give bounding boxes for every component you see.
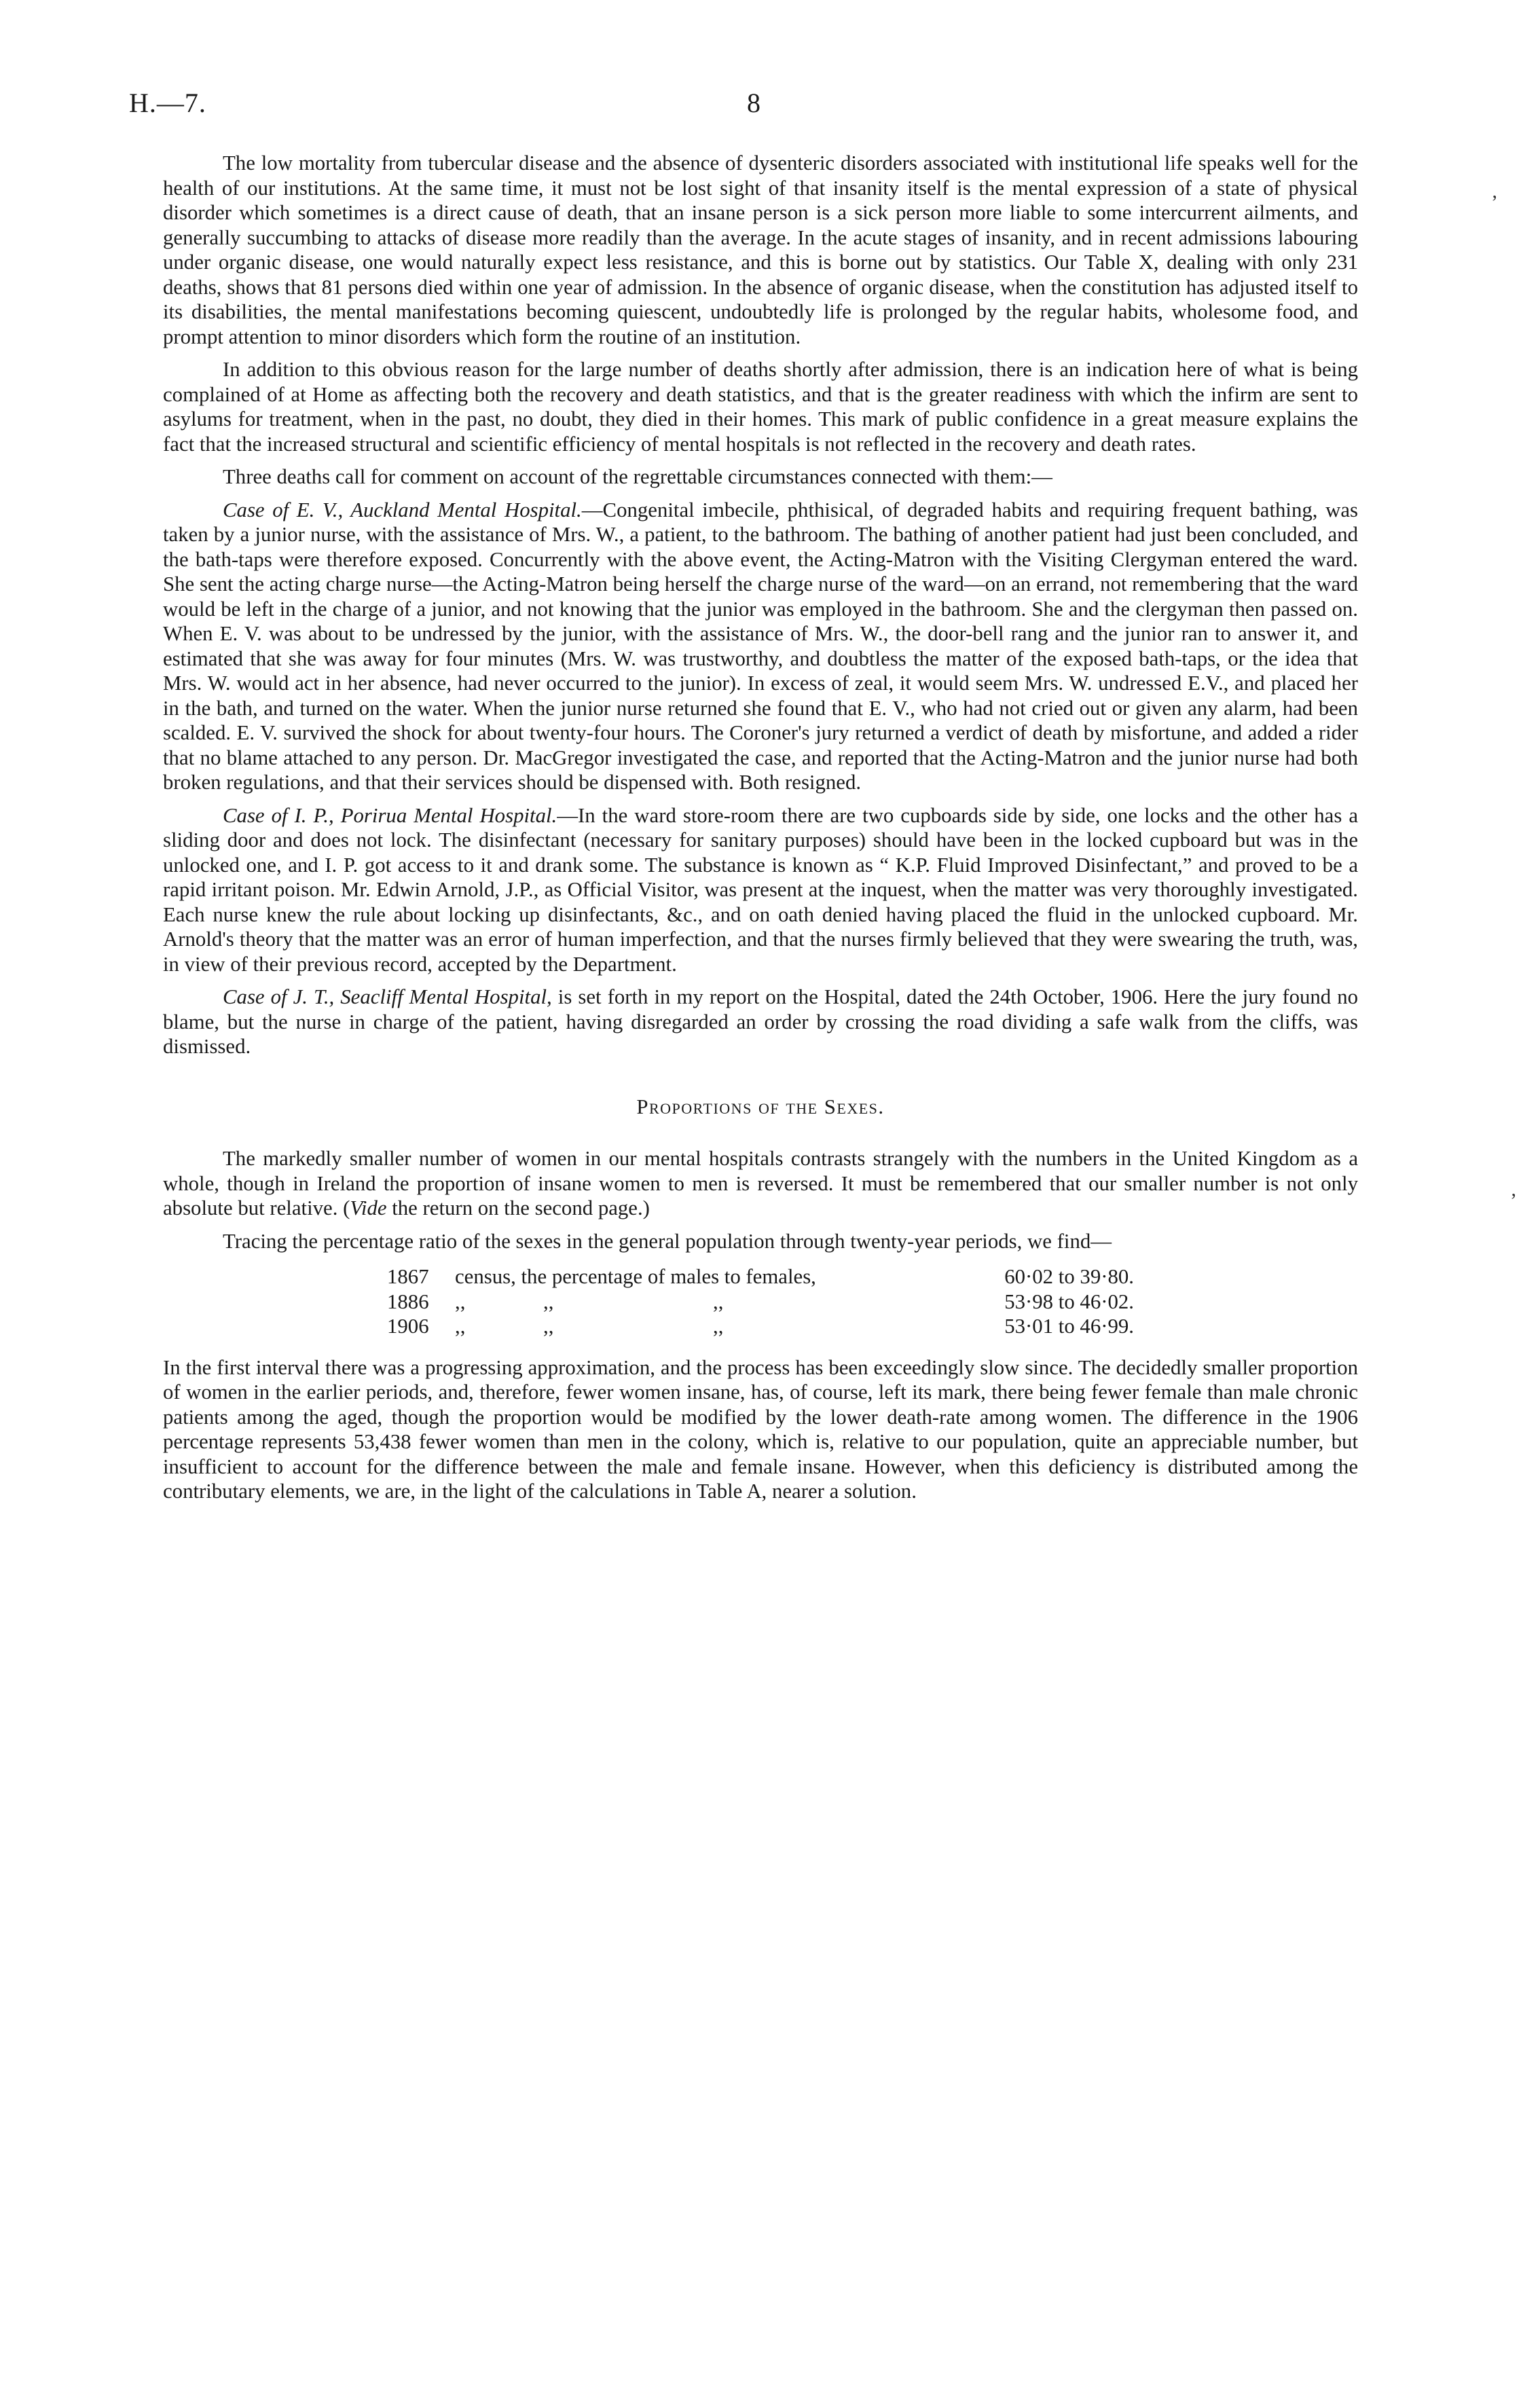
case-paragraph [163,803,1358,977]
year-cell: 1886 [387,1289,429,1313]
ratio-cell: 60·02 to 39·80. [1004,1265,1134,1288]
page-header [129,87,1377,128]
paragraph: In addition to this obvious reason for the large number of deaths shortly after admission, there is an indication here of what is being complained of at Home as affecting both the recovery and death statistics, and that is the greater readiness with which the infirm are sent to asylums for treatment, when in the past, no doubt, they died in their homes. This mark of public confidence in a great measure explains the fact that the increased structural and scientific efficiency of mental hospitals is not reflected in the recovery and death rates. [163,358,1358,456]
case-lead: Case of I. P., Porirua Mental Hospital. [223,803,557,827]
ditto-mark: ,, [713,1315,724,1338]
ditto-mark: ,, [543,1315,554,1338]
table-row [387,1289,1134,1315]
ratio-cell: 53·01 to 46·99. [1004,1315,1134,1338]
table-row [387,1314,1134,1339]
case-paragraph [163,985,1358,1059]
margin-mark: ʼ [1510,1190,1517,1212]
ditto-mark: ,, [543,1289,554,1313]
report-code: H.—7. [129,88,206,118]
case-lead: Case of J. T., Seacliff Mental Hospital, [223,985,552,1008]
ditto-mark: ,, [455,1315,466,1338]
year-cell: 1867 [387,1265,429,1288]
ditto-mark: ,, [455,1289,466,1313]
section-heading: Proportions of the Sexes. [636,1095,885,1118]
ratio-cell: 53·98 to 46·02. [1004,1289,1134,1313]
page-number: 8 [747,88,760,118]
paragraph: In the first interval there was a progressing approximation, and the process has been exceedingly slow since. The decidedly smaller proportion of women in the earlier periods, and, therefore, fewer women insane, has, of course, left its mark, there being fewer female than male chronic patients among the aged, though the proportion would be modified by the lower death-rate among women. The difference in the 1906 percentage represents 53,438 fewer women than men in the colony, which is, relative to our population, quite an appreciable number, but insufficient to account for the difference between the male and female insane. However, when this deficiency is distributed among the contributary elements, we are, in the light of the calculations in Table A, nearer a solution. [163,1355,1358,1503]
label-cell: census, the percentage of males to females, [455,1265,816,1288]
paragraph: Three deaths call for comment on account of the regrettable circumstances connected with them:— [223,465,1052,488]
case-text: is set forth in my report on the Hospital, dated the 24th October, 1906. Here the jury found no blame, but the nurse in charge of the patient, having disregarded an order by crossing the road dividing a safe walk from the cliffs, was dismissed. [163,985,1358,1058]
paragraph: Tracing the percentage ratio of the sexes in the general population through twenty-year periods, we find— [223,1229,1112,1253]
paragraph: The low mortality from tubercular disease and the absence of dysenteric disorders associated with institutional life speaks well for the health of our institutions. At the same time, it must not be lost sight of that insanity itself is the mental expression of a state of physical disorder which sometimes is a direct cause of death, that an insane person is a sick person more liable to some intercurrent ailments, and generally succumbing to attacks of disease more readily than the average. In the acute stages of insanity, and in recent admissions labouring under organic disease, one would naturally expect less resistance, and this is borne out by statistics. Our Table X, dealing with only 231 deaths, shows that 81 persons died within one year of admission. In the absence of organic disease, when the constitution has adjusted itself to its disabilities, the mental manifestations becoming quiescent, undoubtedly life is prolonged by the regular habits, wholesome food, and prompt attention to minor disorders which form the routine of an institution. [163,151,1358,348]
case-text: —In the ward store-room there are two cupboards side by side, one locks and the other has a sliding door and does not lock. The disinfectant (necessary for sanitary purposes) should have been in the locked cupboard but was in the unlocked one, and I. P. got access to it and drank some. The substance is known as “ K.P. Fluid Improved Disinfectant,” and proved to be a rapid irritant poison. Mr. Edwin Arnold, J.P., as Official Visitor, was present at the inquest, when the matter was very thoroughly investigated. Each nurse knew the rule about locking up disinfectants, &c., and on oath denied having placed the fluid in the unlocked cupboard. Mr. Arnold's theory that the matter was an error of human imperfection, and that the nurses firmly believed that they were swearing the truth, was, in view of their previous record, accepted by the Department. [163,803,1358,976]
sex-ratio-table [387,1264,1134,1339]
case-paragraph [163,498,1358,795]
body-text [163,151,1358,1512]
paragraph: The markedly smaller number of women in our mental hospitals contrasts strangely with the numbers in the United Kingdom as a whole, though in Ireland the proportion of insane women to men is reversed. It must be remembered that our smaller number is not only absolute but relative. (Vide the return on the second page.) [163,1147,1358,1220]
table-row [387,1264,1134,1289]
case-lead: Case of E. V., Auckland Mental Hospital. [223,498,582,521]
margin-mark: ʼ [1491,191,1498,214]
case-text: —Congenital imbecile, phthisical, of degraded habits and requiring frequent bathing, was taken by a junior nurse, with the assistance of Mrs. W., a patient, to the bathroom. The bathing of another patient had just been concluded, and the bath-taps were therefore exposed. Concurrently with the above event, the Acting-Matron with the Visiting Clergyman entered the ward. She sent the acting charge nurse—the Acting-Matron being herself the charge nurse of the ward—on an errand, not remembering that the ward would be left in the charge of a junior, and not knowing that the junior was employed in the bathroom. She and the clergyman then passed on. When E. V. was about to be undressed by the junior, with the assistance of Mrs. W., the door-bell rang and the junior ran to answer it, and estimated that she was away for four minutes (Mrs. W. was trustworthy, and doubtless the matter of the exposed bath-taps, or the idea that Mrs. W. would act in her absence, had never occurred to the junior). In excess of zeal, it would seem Mrs. W. undressed E.V., and placed her in the bath, and turned on the water. When the junior nurse returned she found that E. V., who had not cried out or given any alarm, had been scalded. E. V. survived the shock for about twenty-four hours. The Coroner's jury returned a verdict of death by misfortune, and added a rider that no blame attached to any person. Dr. MacGregor investigated the case, and reported that the Acting-Matron and the junior nurse had both broken regulations, and that their services should be dispensed with. Both resigned. [163,498,1358,794]
year-cell: 1906 [387,1315,429,1338]
ditto-mark: ,, [713,1289,724,1313]
